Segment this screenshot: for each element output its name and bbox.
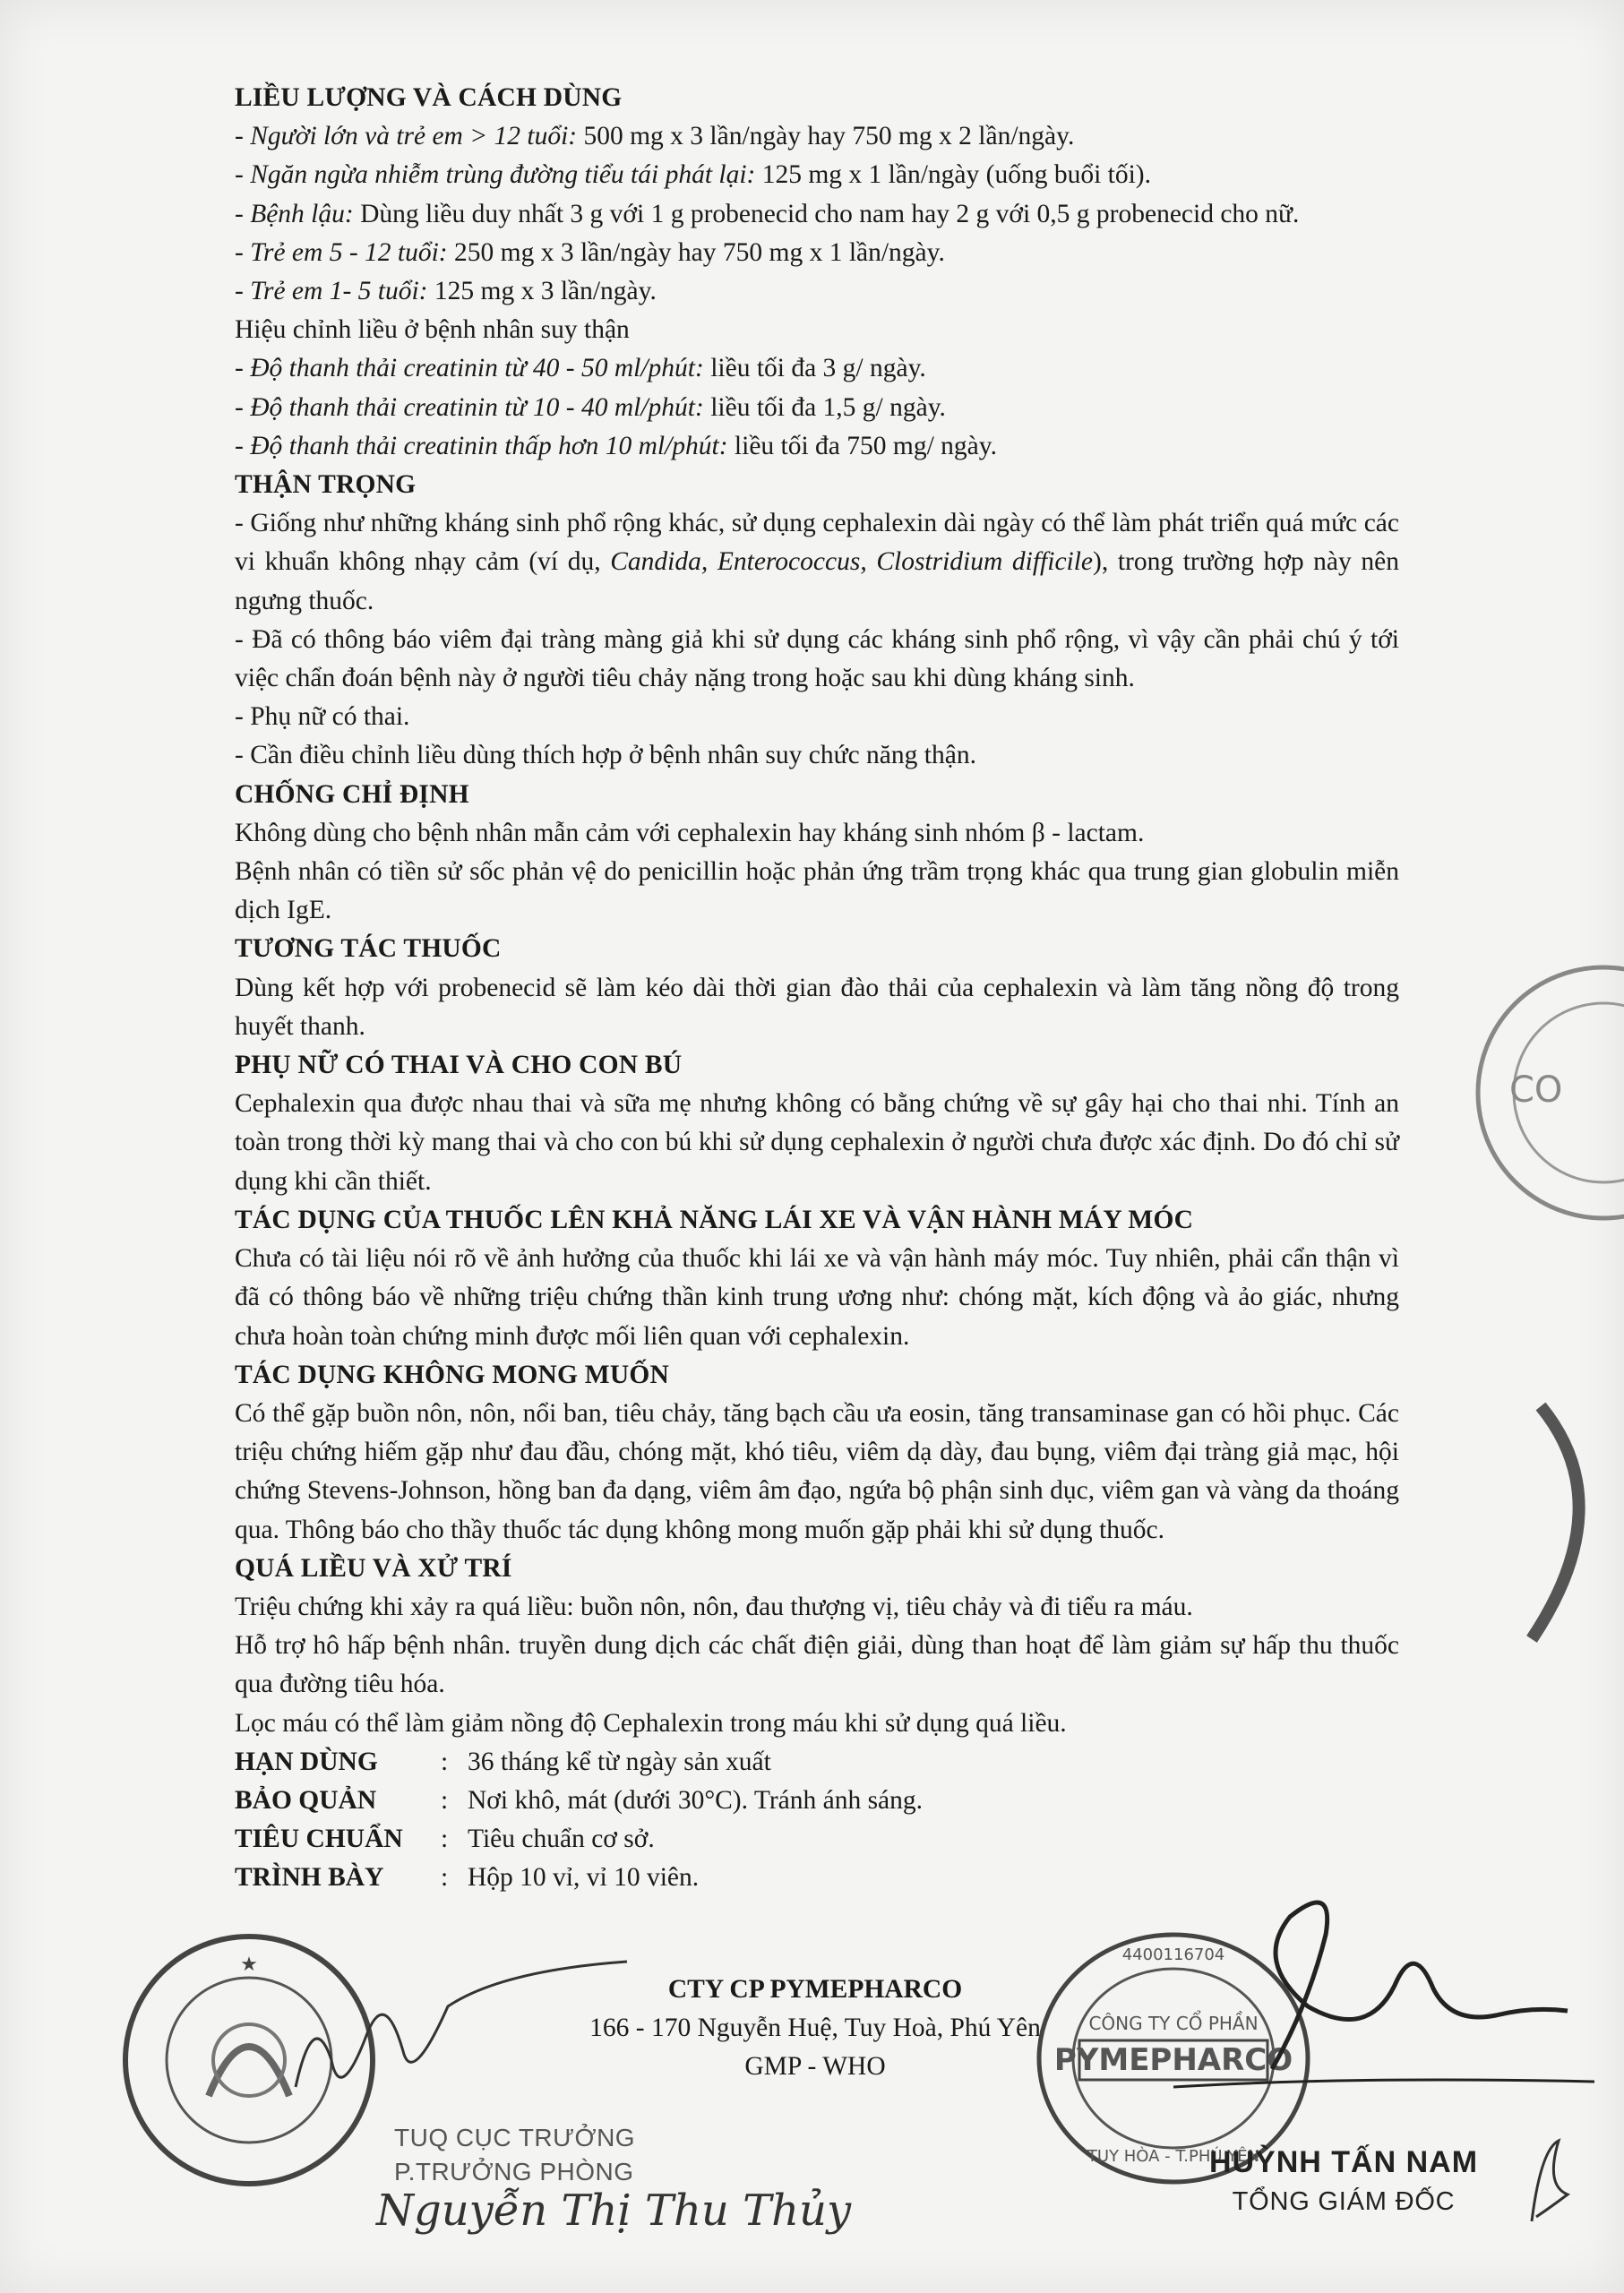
initials-mark <box>1514 2132 1585 2230</box>
dosage-line <box>235 117 1399 156</box>
renal-label: - Độ thanh thải creatinin thấp hơn 10 ml/phút: <box>235 431 728 460</box>
renal-text: liều tối đa 750 mg/ ngày. <box>727 431 997 460</box>
driving-heading: TÁC DỤNG CỦA THUỐC LÊN KHẢ NĂNG LÁI XE VÀ VẬN HÀNH MÁY MÓC <box>235 1205 1194 1234</box>
dosage-text: 250 mg x 3 lần/ngày hay 750 mg x 1 lần/ngày. <box>447 237 945 267</box>
right-signature-scribble <box>1075 1863 1577 2087</box>
dosage-text: 125 mg x 1 lần/ngày (uống buổi tối). <box>755 160 1151 190</box>
storage-label: BẢO QUẢN <box>235 1785 377 1815</box>
contraindication-heading: CHỐNG CHỈ ĐỊNH <box>235 779 469 809</box>
packaging-label: TRÌNH BÀY <box>235 1863 384 1893</box>
dosage-label: - Người lớn và trẻ em > 12 tuổi: <box>235 122 578 151</box>
director-name: HUỲNH TẤN NAM <box>1208 2145 1479 2179</box>
shelf-life-label: HẠN DÙNG <box>235 1747 378 1776</box>
svg-text:CO: CO <box>1509 1069 1563 1111</box>
colon: : <box>441 1785 449 1815</box>
right-signatory <box>1182 2145 1505 2217</box>
renal-text: liều tối đa 3 g/ ngày. <box>703 354 926 383</box>
margin-stamp-partial <box>1424 958 1624 1227</box>
dosage-heading: LIỀU LƯỢNG VÀ CÁCH DÙNG <box>235 83 623 112</box>
dosage-text: Dùng liều duy nhất 3 g với 1 g probenecid cho nam hay 2 g với 0,5 g probenecid cho nữ. <box>353 199 1300 228</box>
standard-label: TIÊU CHUẨN <box>235 1825 403 1854</box>
interaction-paragraph: Dùng kết hợp với probenecid sẽ làm kéo dài thời gian đào thải của cephalexin và làm tăng nồng độ trong huyết thanh. <box>235 973 1399 1041</box>
company-address: 166 - 170 Nguyễn Huệ, Tuy Hoà, Phú Yên <box>589 2014 1041 2042</box>
dosage-line <box>235 234 1399 272</box>
contraindication-paragraph: Không dùng cho bệnh nhân mẫn cảm với cephalexin hay kháng sinh nhóm β - lactam. <box>235 818 1145 847</box>
dosage-line <box>235 272 1399 311</box>
storage-value: Nơi khô, mát (dưới 30°C). Tránh ánh sáng. <box>468 1785 924 1815</box>
caution-paragraph: - Cần điều chỉnh liều dùng thích hợp ở bệnh nhân suy chức năng thận. <box>235 741 976 770</box>
caution-heading: THẬN TRỌNG <box>235 470 417 500</box>
overdose-paragraph: Hỗ trợ hô hấp bệnh nhân. truyền dung dịch các chất điện giải, dùng than hoạt để làm giảm sự hấp thu thuốc qua đường tiêu hóa. <box>235 1631 1399 1699</box>
signatory-subtitle: P.TRƯỞNG PHÒNG <box>394 2158 634 2186</box>
colon: : <box>441 1863 449 1893</box>
svg-text:PYMEPHARCO: PYMEPHARCO <box>1053 2042 1293 2078</box>
svg-text:TUY HÒA - T.PHÚ YÊN: TUY HÒA - T.PHÚ YÊN <box>1087 2147 1260 2166</box>
caution-paragraph <box>235 504 1399 621</box>
driving-paragraph: Chưa có tài liệu nói rõ về ảnh hưởng của thuốc khi lái xe và vận hành máy móc. Tuy nhiên, phải cẩn thận vì đã có thông báo về những triệu chứng thần kinh trung ương như: chóng mặt, kích động và ảo giác, nhưng chưa hoàn toàn chứng minh được mối liên quan với cephalexin. <box>235 1244 1399 1351</box>
caution-paragraph: - Phụ nữ có thai. <box>235 702 410 732</box>
renal-label: - Độ thanh thải creatinin từ 10 - 40 ml/phút: <box>235 392 704 422</box>
caution-text: - Giống như những kháng sinh phổ rộng khác, sử dụng cephalexin dài ngày có thể làm phát triển quá mức các vi khuẩn không nhạy cảm (ví dụ, <box>235 509 1399 577</box>
svg-text:4400116704: 4400116704 <box>1121 1945 1225 1964</box>
overdose-paragraph: Triệu chứng khi xảy ra quá liều: buồn nôn, nôn, đau thượng vị, tiêu chảy và đi tiểu ra máu. <box>235 1592 1193 1621</box>
renal-text: liều tối đa 1,5 g/ ngày. <box>703 392 946 422</box>
director-title: TỔNG GIÁM ĐỐC <box>1232 2187 1456 2216</box>
renal-line <box>235 349 1399 388</box>
caution-paragraph: - Đã có thông báo viêm đại tràng màng giả khi sử dụng các kháng sinh phổ rộng, vì vậy cần phải chú ý tới việc chẩn đoán bệnh này ở người tiêu chảy nặng trong hoặc sau khi dùng kháng sinh. <box>235 624 1399 693</box>
renal-label: - Độ thanh thải creatinin từ 40 - 50 ml/phút: <box>235 354 704 383</box>
colon: : <box>441 1747 449 1776</box>
overdose-heading: QUÁ LIỀU VÀ XỬ TRÍ <box>235 1553 512 1583</box>
renal-line <box>235 427 1399 466</box>
bacteria-names: Candida, Enterococcus, Clostridium difficile <box>610 547 1094 577</box>
signature-underline <box>1173 2069 1594 2096</box>
leaflet-body <box>235 79 1399 1898</box>
overdose-paragraph: Lọc máu có thể làm giảm nồng độ Cephalexin trong máu khi sử dụng quá liều. <box>235 1708 1067 1738</box>
standard-value: Tiêu chuẩn cơ sở. <box>468 1825 655 1854</box>
left-signatory <box>394 2121 770 2189</box>
svg-text:CÔNG TY CỔ PHẦN: CÔNG TY CỔ PHẦN <box>1088 2013 1259 2034</box>
interaction-heading: TƯƠNG TÁC THUỐC <box>235 934 502 964</box>
margin-stamp-edge <box>1469 1397 1624 1648</box>
dosage-label: - Bệnh lậu: <box>235 199 354 228</box>
dosage-text: 125 mg x 3 lần/ngày. <box>427 277 657 306</box>
pregnancy-heading: PHỤ NỮ CÓ THAI VÀ CHO CON BÚ <box>235 1051 683 1080</box>
left-signature-scribble <box>233 1953 645 2114</box>
side-effects-heading: TÁC DỤNG KHÔNG MONG MUỐN <box>235 1360 669 1389</box>
pregnancy-paragraph: Cephalexin qua được nhau thai và sữa mẹ nhưng không có bằng chứng về sự gây hại cho thai nhi. Tính an toàn trong thời kỳ mang thai và cho con bú khi sử dụng cephalexin ở người chưa được xác định. Do đó chỉ sử dụng khi cần thiết. <box>235 1089 1399 1196</box>
packaging-value: Hộp 10 vỉ, vỉ 10 viên. <box>468 1863 700 1893</box>
dosage-label: - Trẻ em 1- 5 tuổi: <box>235 277 428 306</box>
dosage-line <box>235 156 1399 194</box>
dosage-line <box>235 195 1399 234</box>
left-signatory-name: Nguyễn Thị Thu Thủy <box>376 2186 852 2236</box>
company-name: CTY CP PYMEPHARCO <box>667 1975 963 2004</box>
company-certification: GMP - WHO <box>744 2052 886 2081</box>
dosage-text: 500 mg x 3 lần/ngày hay 750 mg x 2 lần/ngày. <box>577 122 1075 151</box>
renal-subtitle: Hiệu chỉnh liều ở bệnh nhân suy thận <box>235 315 630 345</box>
colon: : <box>441 1825 449 1854</box>
svg-text:★: ★ <box>240 1954 258 1976</box>
dosage-label: - Ngăn ngừa nhiễm trùng đường tiểu tái phát lại: <box>235 160 756 190</box>
signatory-title: TUQ CỤC TRƯỞNG <box>394 2124 636 2151</box>
contraindication-paragraph: Bệnh nhân có tiền sử sốc phản vệ do penicillin hoặc phản ứng trầm trọng khác qua trung gian globulin miễn dịch IgE. <box>235 857 1399 925</box>
renal-line <box>235 389 1399 427</box>
caution-text: ), trong trường hợp này nên ngưng thuốc. <box>235 547 1399 615</box>
dosage-label: - Trẻ em 5 - 12 tuổi: <box>235 237 448 267</box>
shelf-life-value: 36 tháng kể từ ngày sản xuất <box>468 1747 771 1776</box>
side-effects-paragraph: Có thể gặp buồn nôn, nôn, nổi ban, tiêu chảy, tăng bạch cầu ưa eosin, tăng transaminase gan có hồi phục. Các triệu chứng hiếm gặp như đau đầu, chóng mặt, khó tiêu, viêm dạ dày, đau bụng, viêm đại tràng giả mạc, hội chứng Stevens-Johnson, hồng ban đa dạng, viêm âm đạo, ngứa bộ phận sinh dục, viêm gan và vàng da thoáng qua. Thông báo cho thầy thuốc tác dụng không mong muốn gặp phải khi sử dụng thuốc. <box>235 1398 1399 1544</box>
